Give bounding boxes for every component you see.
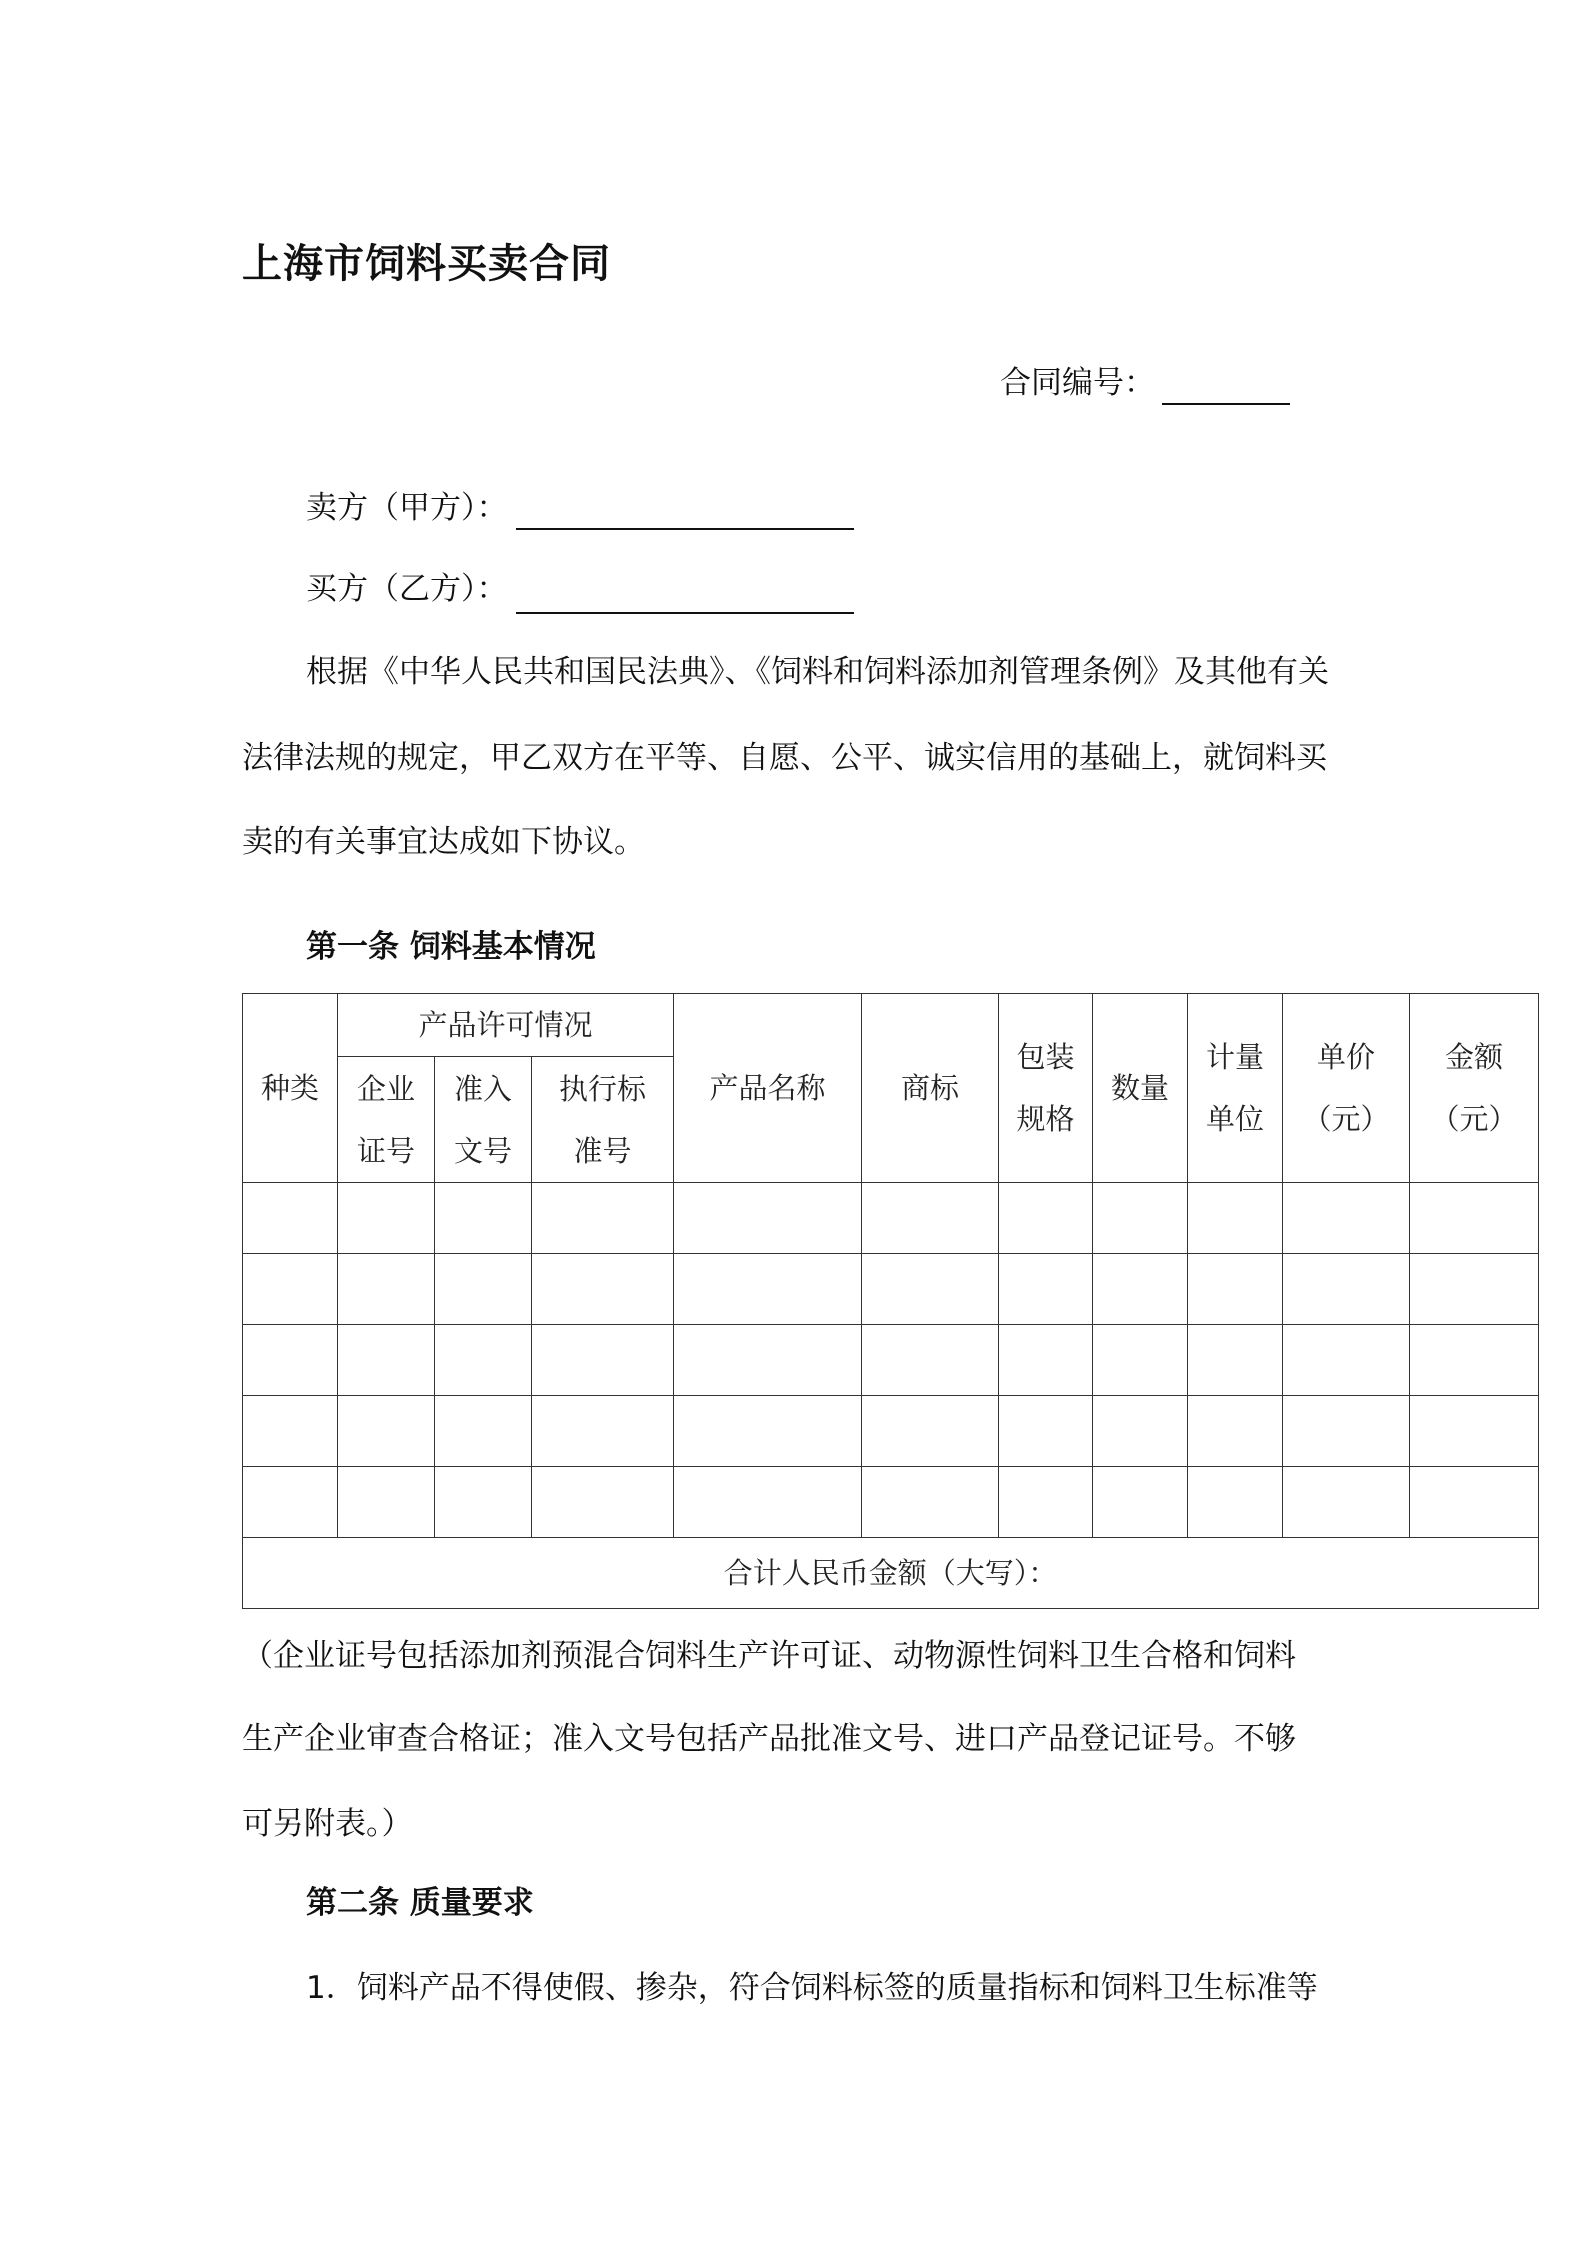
table-cell[interactable] xyxy=(1188,1254,1283,1325)
header-package-line1: 包装 xyxy=(1016,1040,1075,1074)
contract-number-blank[interactable] xyxy=(1162,403,1290,405)
header-package xyxy=(999,994,1093,1183)
header-product-name: 产品名称 xyxy=(674,994,862,1183)
table-cell[interactable] xyxy=(862,1183,999,1254)
table-cell[interactable] xyxy=(338,1183,435,1254)
table-cell[interactable] xyxy=(1283,1183,1410,1254)
table-note-line-1: （企业证号包括添加剂预混合饲料生产许可证、动物源性饲料卫生合格和饲料 xyxy=(242,1638,1296,1674)
table-cell[interactable] xyxy=(999,1325,1093,1396)
table-cell[interactable] xyxy=(862,1467,999,1538)
table-cell[interactable] xyxy=(1410,1467,1539,1538)
header-package-line2: 规格 xyxy=(1016,1102,1075,1136)
table-cell[interactable] xyxy=(435,1254,532,1325)
table-cell[interactable] xyxy=(999,1183,1093,1254)
table-cell[interactable] xyxy=(243,1254,338,1325)
table-cell[interactable] xyxy=(1188,1183,1283,1254)
header-standard-no xyxy=(532,1057,674,1183)
buyer-label: 买方（乙方）： xyxy=(306,571,508,607)
header-enterprise-cert-line2: 证号 xyxy=(356,1133,415,1168)
header-approval-no-line2: 文号 xyxy=(453,1133,512,1168)
table-cell[interactable] xyxy=(674,1467,862,1538)
buyer-blank[interactable] xyxy=(516,612,854,614)
table-row xyxy=(243,1396,1539,1467)
table-cell[interactable] xyxy=(674,1183,862,1254)
table-cell[interactable] xyxy=(338,1325,435,1396)
table-row xyxy=(243,1254,1539,1325)
intro-line-2: 法律法规的规定，甲乙双方在平等、自愿、公平、诚实信用的基础上，就饲料买 xyxy=(242,740,1327,776)
table-cell[interactable] xyxy=(338,1396,435,1467)
table-cell[interactable] xyxy=(862,1396,999,1467)
table-cell[interactable] xyxy=(1410,1254,1539,1325)
table-cell[interactable] xyxy=(862,1325,999,1396)
table-cell[interactable] xyxy=(435,1467,532,1538)
table-cell[interactable] xyxy=(243,1183,338,1254)
header-kind: 种类 xyxy=(243,994,338,1183)
article-2-item-1: 1．饲料产品不得使假、掺杂，符合饲料标签的质量指标和饲料卫生标准等 xyxy=(306,1970,1318,2006)
table-cell[interactable] xyxy=(1283,1467,1410,1538)
table-row xyxy=(243,1183,1539,1254)
table-cell[interactable] xyxy=(1188,1467,1283,1538)
document-title: 上海市饲料买卖合同 xyxy=(242,241,611,287)
table-cell[interactable] xyxy=(1188,1396,1283,1467)
header-unit-line2: 单位 xyxy=(1206,1102,1265,1136)
table-cell[interactable] xyxy=(1410,1396,1539,1467)
table-cell[interactable] xyxy=(1283,1325,1410,1396)
header-unit-price-line1: 单价 xyxy=(1317,1040,1376,1074)
header-unit-line1: 计量 xyxy=(1206,1040,1265,1074)
table-note-line-2: 生产企业审查合格证；准入文号包括产品批准文号、进口产品登记证号。不够 xyxy=(242,1721,1296,1757)
table-row xyxy=(243,1325,1539,1396)
table-cell[interactable] xyxy=(1093,1467,1188,1538)
header-brand: 商标 xyxy=(862,994,999,1183)
header-standard-no-line2: 准号 xyxy=(573,1133,632,1168)
table-cell[interactable] xyxy=(1410,1183,1539,1254)
table-cell[interactable] xyxy=(532,1183,674,1254)
header-approval-no-line1: 准入 xyxy=(453,1071,512,1106)
table-cell[interactable] xyxy=(532,1467,674,1538)
table-cell[interactable] xyxy=(532,1325,674,1396)
header-unit-price xyxy=(1283,994,1410,1183)
table-cell[interactable] xyxy=(1283,1254,1410,1325)
table-cell[interactable] xyxy=(1093,1254,1188,1325)
header-amount-line1: 金额 xyxy=(1445,1040,1504,1074)
table-total-row xyxy=(243,1538,1539,1609)
table-note-line-3: 可另附表。） xyxy=(242,1806,413,1842)
header-approval-no xyxy=(435,1057,532,1183)
table-cell[interactable] xyxy=(674,1396,862,1467)
table-cell[interactable] xyxy=(862,1254,999,1325)
table-cell[interactable] xyxy=(1093,1396,1188,1467)
total-amount-label[interactable]: 合计人民币金额（大写）： xyxy=(243,1538,1539,1609)
table-cell[interactable] xyxy=(435,1325,532,1396)
table-cell[interactable] xyxy=(435,1396,532,1467)
table-cell[interactable] xyxy=(999,1396,1093,1467)
intro-line-1: 根据《中华人民共和国民法典》、《饲料和饲料添加剂管理条例》及其他有关 xyxy=(306,654,1329,690)
table-cell[interactable] xyxy=(243,1396,338,1467)
article-2-heading: 第二条 质量要求 xyxy=(306,1885,534,1921)
header-amount xyxy=(1410,994,1539,1183)
header-enterprise-cert xyxy=(338,1057,435,1183)
intro-line-3: 卖的有关事宜达成如下协议。 xyxy=(242,824,645,860)
table-cell[interactable] xyxy=(243,1467,338,1538)
header-amount-line2: （元） xyxy=(1430,1102,1518,1136)
table-cell[interactable] xyxy=(1188,1325,1283,1396)
header-enterprise-cert-line1: 企业 xyxy=(356,1071,415,1106)
table-cell[interactable] xyxy=(999,1467,1093,1538)
article-1-heading: 第一条 饲料基本情况 xyxy=(306,929,596,965)
header-unit-price-line2: （元） xyxy=(1302,1102,1390,1136)
feed-info-table xyxy=(242,993,1539,1609)
header-license-group: 产品许可情况 xyxy=(338,994,674,1057)
table-cell[interactable] xyxy=(1410,1325,1539,1396)
table-cell[interactable] xyxy=(532,1254,674,1325)
table-cell[interactable] xyxy=(243,1325,338,1396)
table-cell[interactable] xyxy=(999,1254,1093,1325)
table-cell[interactable] xyxy=(674,1325,862,1396)
seller-blank[interactable] xyxy=(516,528,854,530)
table-cell[interactable] xyxy=(532,1396,674,1467)
table-row xyxy=(243,1467,1539,1538)
table-cell[interactable] xyxy=(1093,1183,1188,1254)
table-header-row xyxy=(243,994,1539,1057)
contract-number-label: 合同编号： xyxy=(1000,365,1155,401)
table-cell[interactable] xyxy=(1283,1396,1410,1467)
header-standard-no-line1: 执行标 xyxy=(559,1071,647,1106)
table-cell[interactable] xyxy=(338,1254,435,1325)
seller-label: 卖方（甲方）： xyxy=(306,490,508,526)
table-cell[interactable] xyxy=(435,1183,532,1254)
header-quantity: 数量 xyxy=(1093,994,1188,1183)
table-cell[interactable] xyxy=(338,1467,435,1538)
table-cell[interactable] xyxy=(1093,1325,1188,1396)
table-cell[interactable] xyxy=(674,1254,862,1325)
header-unit xyxy=(1188,994,1283,1183)
